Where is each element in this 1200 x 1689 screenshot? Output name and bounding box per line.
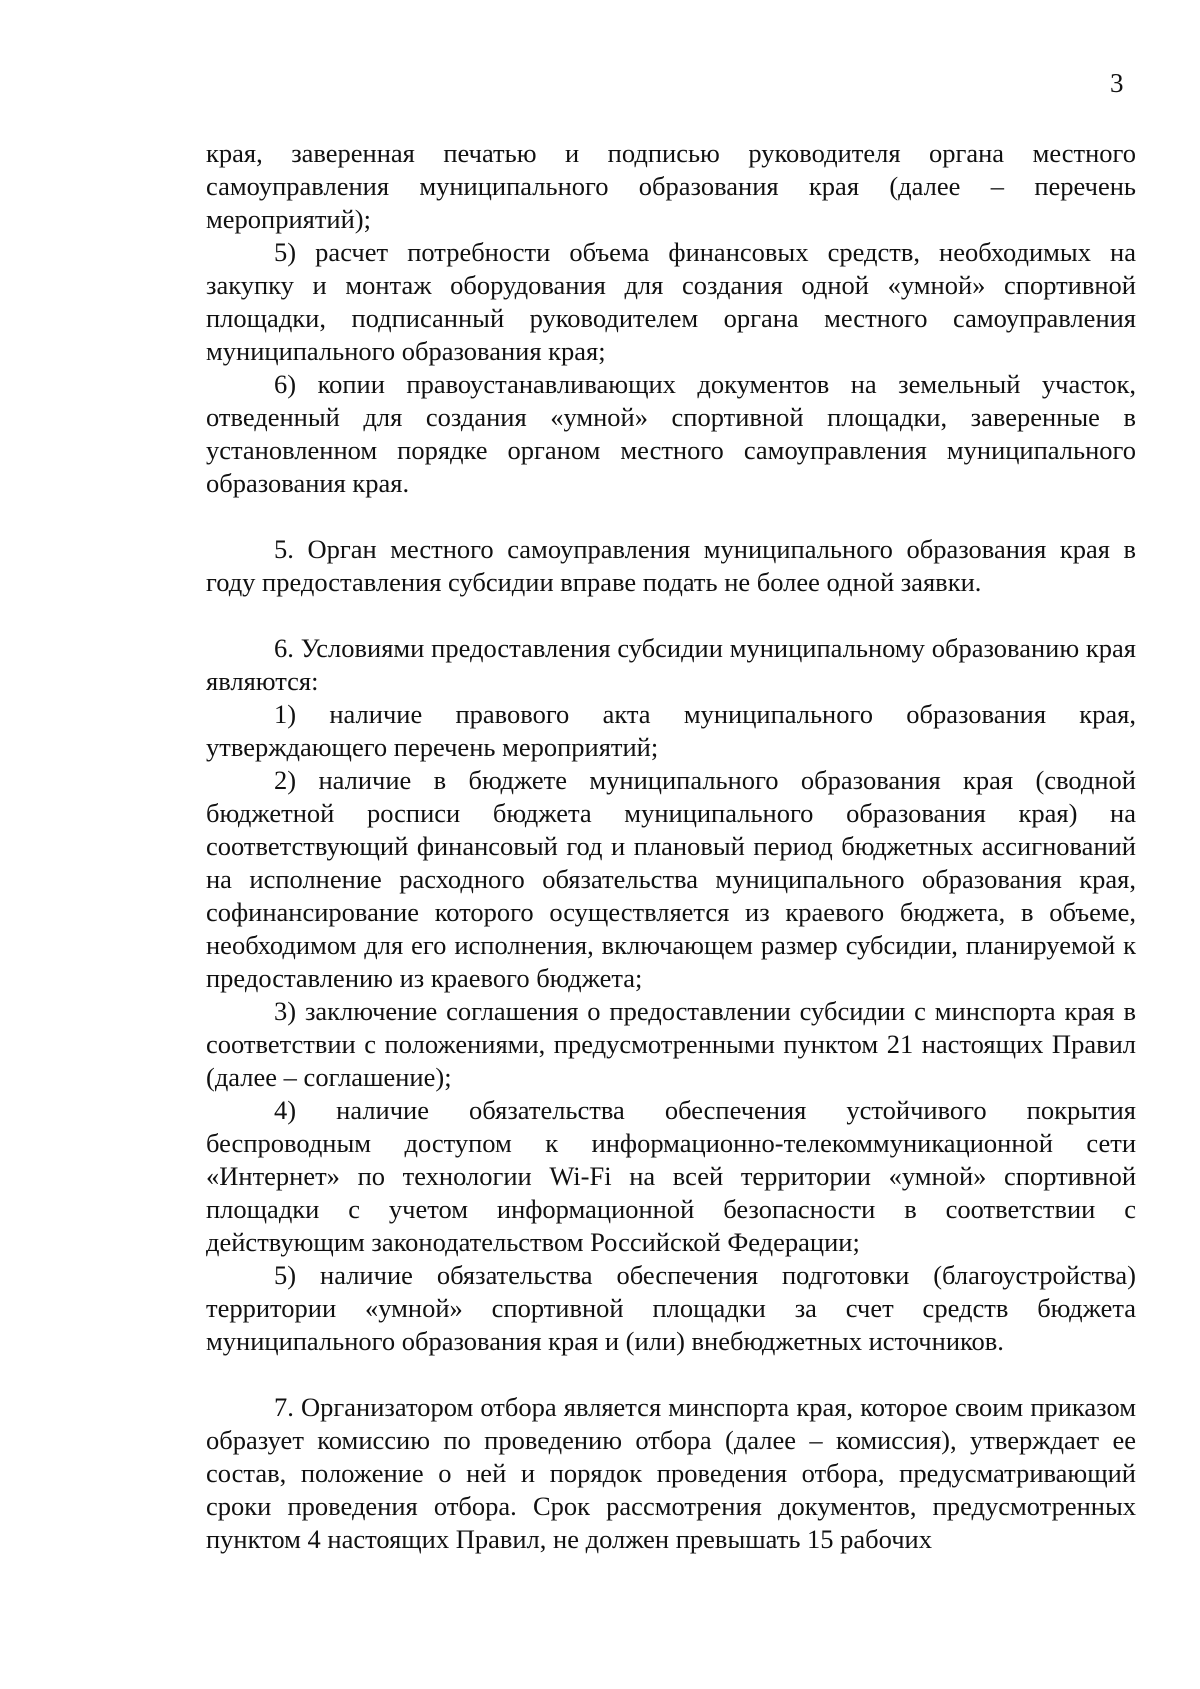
document-body xyxy=(206,137,1136,1556)
paragraph: 5) расчет потребности объема финансовых средств, необходимых на закупку и монтаж оборудования для создания одной «умной» спортивной площадки, подписанный руководителем органа местного самоуправления муниципального образования края; xyxy=(206,237,1136,366)
paragraph: края, заверенная печатью и подписью руководителя органа местного самоуправления муниципального образования края (далее – перечень мероприятий); xyxy=(206,138,1136,234)
paragraph: 6) копии правоустанавливающих документов на земельный участок, отведенный для создания «умной» спортивной площадки, заверенные в установленном порядке органом местного самоуправления муниципального образования края. xyxy=(206,369,1136,498)
paragraph: 7. Организатором отбора является минспорта края, которое своим приказом образует комиссию по проведению отбора (далее – комиссия), утверждает ее состав, положение о ней и порядок проведения отбора, предусматривающий сроки проведения отбора. Срок рассмотрения документов, предусмотренных пунктом 4 настоящих Правил, не должен превышать 15 рабочих xyxy=(206,1392,1136,1554)
paragraph: 5) наличие обязательства обеспечения подготовки (благоустройства) территории «умной» спортивной площадки за счет средств бюджета муниципального образования края и (или) внебюджетных источников. xyxy=(206,1260,1136,1356)
paragraph: 1) наличие правового акта муниципального образования края, утверждающего перечень мероприятий; xyxy=(206,699,1136,762)
paragraph: 5. Орган местного самоуправления муниципального образования края в году предоставления субсидии вправе подать не более одной заявки. xyxy=(206,534,1136,597)
paragraph: 3) заключение соглашения о предоставлении субсидии с минспорта края в соответствии с положениями, предусмотренными пунктом 21 настоящих Правил (далее – соглашение); xyxy=(206,996,1136,1092)
paragraph: 2) наличие в бюджете муниципального образования края (сводной бюджетной росписи бюджета муниципального образования края) на соответствующий финансовый год и плановый период бюджетных ассигнований на исполнение расходного обязательства муниципального образования края, софинансирование которого осуществляется из краевого бюджета, в объеме, необходимом для его исполнения, включающем размер субсидии, планируемой к предоставлению из краевого бюджета; xyxy=(206,765,1136,993)
paragraph: 6. Условиями предоставления субсидии муниципальному образованию края являются: xyxy=(206,633,1136,696)
paragraph: 4) наличие обязательства обеспечения устойчивого покрытия беспроводным доступом к информационно-телекоммуникационной сети «Интернет» по технологии Wi-Fi на всей территории «умной» спортивной площадки с учетом информационной безопасности в соответствии с действующим законодательством Российской Федерации; xyxy=(206,1095,1136,1257)
page-number: 3 xyxy=(1110,68,1124,98)
